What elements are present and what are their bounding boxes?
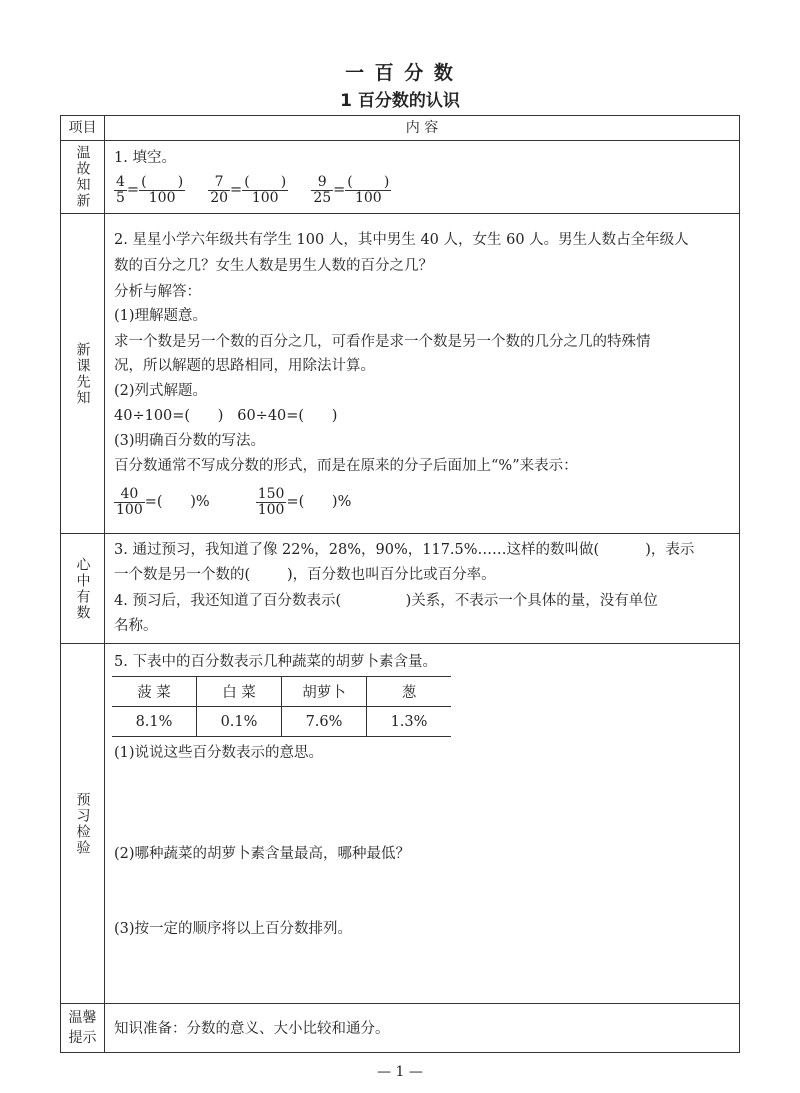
- sub-question-1: (1)说说这些百分数表示的意思。: [114, 745, 324, 761]
- label-check: 预习检验: [74, 791, 91, 856]
- sub-question-3: (3)按一定的顺序将以上百分数排列。: [114, 921, 353, 937]
- table-cell: 8.1%: [112, 707, 197, 737]
- row-divider: [60, 140, 740, 141]
- question-1: 1. 填空。: [114, 150, 176, 166]
- percent-fractions: $\frac{40}{100}$ =( )% $\frac{150}{100}$ =( )%: [116, 485, 352, 518]
- row-divider: [60, 643, 740, 644]
- label-reflection: 心中有数: [74, 556, 91, 621]
- chapter-title: 一 百 分 数: [345, 62, 455, 84]
- fraction: $\frac{150}{100}$: [257, 485, 285, 518]
- blank-fraction: $\frac{( )}{100}$: [347, 173, 390, 206]
- table-header: 白 菜: [197, 677, 282, 707]
- label-tip: 温馨提示: [68, 1010, 97, 1046]
- step-3: (3)明确百分数的写法。: [114, 433, 266, 449]
- page-number: — 1 —: [377, 1064, 423, 1080]
- analysis-heading: 分析与解答：: [114, 284, 201, 300]
- question-3-line2: 一个数是另一个数的( )，百分数也叫百分比或百分率。: [114, 567, 496, 583]
- table-header: 胡萝卜: [282, 677, 367, 707]
- table-header: 菠 菜: [112, 677, 197, 707]
- table-cell: 7.6%: [282, 707, 367, 737]
- fraction: $\frac{9}{25}$: [313, 173, 332, 206]
- question-2-line2: 数的百分之几？女生人数是男生人数的百分之几？: [114, 258, 433, 274]
- header-content: 内 容: [405, 120, 439, 136]
- carotene-table: [112, 676, 451, 737]
- question-4-line1: 4. 预习后，我还知道了百分数表示( )关系，不表示一个具体的量，没有单位: [114, 593, 658, 609]
- blank-fraction: $\frac{( )}{100}$: [244, 173, 287, 206]
- calculation: 40÷100=( ) 60÷40=( ): [114, 408, 338, 424]
- blank-fraction: $\frac{( )}{100}$: [141, 173, 184, 206]
- question-4-line2: 名称。: [114, 618, 158, 634]
- tip-text: 知识准备：分数的意义、大小比较和通分。: [114, 1021, 390, 1037]
- question-3-line1: 3. 通过预习，我知道了像 22%，28%，90%，117.5%……这样的数叫做( )，表示: [114, 542, 695, 558]
- row-divider: [60, 533, 740, 534]
- question-5: 5. 下表中的百分数表示几种蔬菜的胡萝卜素含量。: [114, 654, 437, 670]
- table-header: 葱: [367, 677, 452, 707]
- section-title: 1 百分数的认识: [340, 91, 460, 111]
- step-1: (1)理解题意。: [114, 308, 208, 324]
- table-cell: 0.1%: [197, 707, 282, 737]
- question-2-line1: 2. 星星小学六年级共有学生 100 人，其中男生 40 人，女生 60 人。男生人数占全年级人: [114, 232, 689, 248]
- fraction: $\frac{4}{5}$: [116, 173, 125, 206]
- step-1-text2: 况，所以解题的思路相同，用除法计算。: [114, 358, 375, 374]
- sub-question-2: (2)哪种蔬菜的胡萝卜素含量最高，哪种最低？: [114, 846, 411, 862]
- label-new-lesson: 新课先知: [74, 341, 91, 406]
- table-cell: 1.3%: [367, 707, 452, 737]
- fraction: $\frac{7}{20}$: [210, 173, 229, 206]
- row-divider: [60, 213, 740, 214]
- column-divider: [104, 115, 105, 1053]
- header-project: 项目: [68, 120, 97, 136]
- fill-fractions: $\frac{4}{5}$ = $\frac{( )}{100}$ $\frac{7}{20}$ = $\frac{( )}{100}$ $\frac{9}{25}$ = $\frac{( )}{100}$: [116, 173, 390, 206]
- step-3-text: 百分数通常不写成分数的形式，而是在原来的分子后面加上“%”来表示：: [114, 458, 578, 474]
- row-divider: [60, 1003, 740, 1004]
- step-1-text1: 求一个数是另一个数的百分之几，可看作是求一个数是另一个数的几分之几的特殊情: [114, 334, 651, 350]
- step-2: (2)列式解题。: [114, 383, 208, 399]
- label-review: 温故知新: [74, 145, 91, 209]
- fraction: $\frac{40}{100}$: [116, 485, 143, 518]
